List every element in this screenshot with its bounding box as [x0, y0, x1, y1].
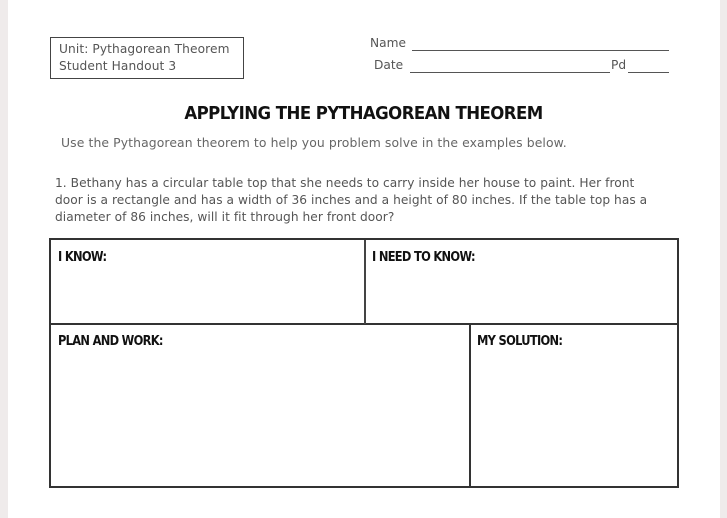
period-label: Pd	[611, 58, 627, 72]
unit-label: Unit: Pythagorean Theorem	[59, 42, 230, 56]
instructions-text: Use the Pythagorean theorem to help you problem solve in the examples below.	[61, 135, 567, 150]
unit-info-box	[50, 37, 244, 79]
page-title: APPLYING THE PYTHAGOREAN THEOREM	[184, 103, 543, 124]
handout-label: Student Handout 3	[59, 59, 177, 73]
name-field[interactable]	[412, 50, 669, 51]
my-solution-label: MY SOLUTION:	[477, 334, 563, 349]
date-label: Date	[374, 58, 404, 72]
plan-and-work-label: PLAN AND WORK:	[58, 334, 163, 349]
organizer-divider-bottom	[469, 324, 471, 488]
problem-line: 1. Bethany has a circular table top that she needs to carry inside her house to paint. Her front	[55, 176, 635, 190]
problem-line: diameter of 86 inches, will it fit through her front door?	[55, 210, 395, 224]
problem-1	[55, 175, 675, 226]
name-label: Name	[370, 36, 406, 50]
organizer-divider-top	[364, 240, 366, 324]
i-know-label: I KNOW:	[58, 250, 107, 265]
page-edge-left	[0, 0, 8, 518]
problem-line: door is a rectangle and has a width of 36 inches and a height of 80 inches. If the table top has a	[55, 193, 648, 207]
graphic-organizer	[49, 238, 679, 488]
date-field[interactable]	[410, 72, 610, 73]
page-edge-right	[720, 0, 727, 518]
period-field[interactable]	[628, 72, 669, 73]
i-need-to-know-label: I NEED TO KNOW:	[372, 250, 475, 265]
